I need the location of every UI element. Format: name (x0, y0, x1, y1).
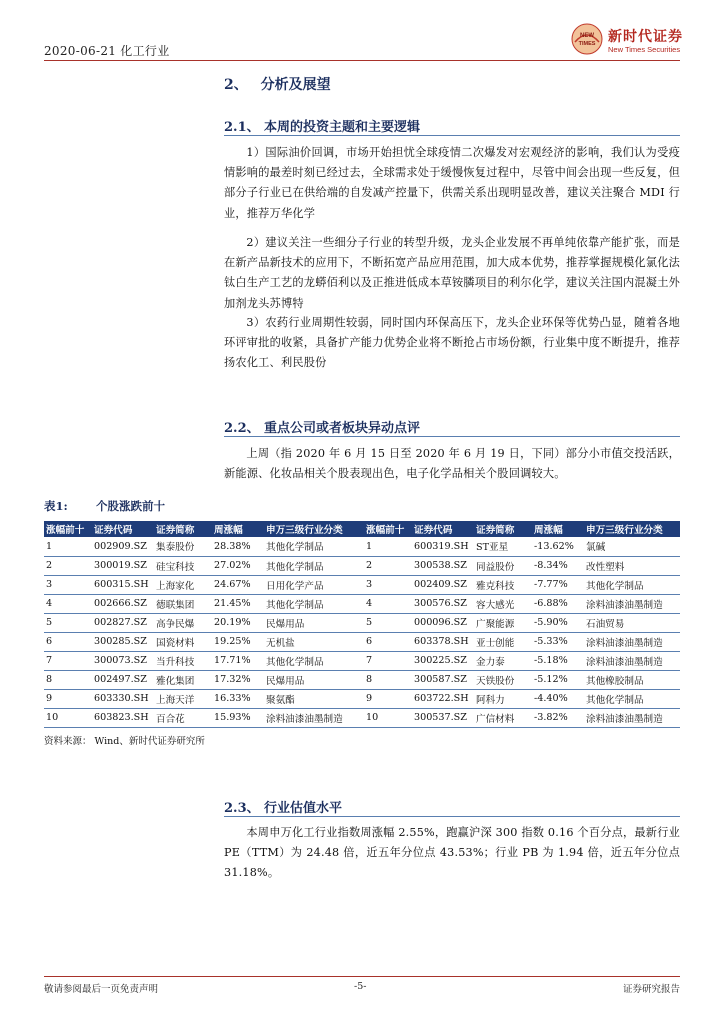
table-cell: 603378.SH (412, 632, 474, 651)
table-cell: 民爆用品 (264, 613, 364, 632)
svg-text:NEW: NEW (580, 33, 594, 39)
stock-movers-table (44, 521, 680, 728)
table-cell: 6 (364, 632, 412, 651)
logo-badge-icon (570, 22, 604, 56)
table-cell: 上海家化 (154, 575, 212, 594)
table-cell: 10 (44, 708, 92, 727)
table-cell: 603722.SH (412, 689, 474, 708)
table-cell: 300538.SZ (412, 556, 474, 575)
table-cell: 17.32% (212, 670, 264, 689)
table-cell: 600319.SH (412, 537, 474, 556)
table-cell: 9 (364, 689, 412, 708)
subsection-2-3-number: 2.3、 (224, 801, 260, 816)
table-cell: 高争民爆 (154, 613, 212, 632)
table-cell: 16.33% (212, 689, 264, 708)
table-cell: 民爆用品 (264, 670, 364, 689)
table-number: 表1: (44, 499, 68, 513)
svg-text:TIMES: TIMES (578, 41, 596, 47)
footer-disclaimer: 敬请参阅最后一页免责声明 (44, 984, 159, 995)
table-cell: ST亚星 (474, 537, 532, 556)
table-cell: 300285.SZ (92, 632, 154, 651)
table-cell: 涂料油漆油墨制造 (584, 708, 680, 727)
table-cell: 10 (364, 708, 412, 727)
subsection-2-1-underline (224, 135, 680, 136)
table-cell: 聚氨酯 (264, 689, 364, 708)
table-cell: 8 (44, 670, 92, 689)
table-cell: 其他化学制品 (584, 689, 680, 708)
table-cell: 28.38% (212, 537, 264, 556)
company-logo (570, 22, 682, 58)
subsection-2-2-heading (224, 417, 420, 436)
table-cell: 德联集团 (154, 594, 212, 613)
table-cell: 其他化学制品 (264, 537, 364, 556)
table-row (44, 708, 680, 727)
table-cell: 氯碱 (584, 537, 680, 556)
table-cell: 涂料油漆油墨制造 (584, 594, 680, 613)
table-cell: 7 (364, 651, 412, 670)
table-cell: 000096.SZ (412, 613, 474, 632)
table-cell: 19.25% (212, 632, 264, 651)
table-cell: 其他化学制品 (584, 575, 680, 594)
table-cell: 8 (364, 670, 412, 689)
col-header: 证券简称 (474, 521, 532, 537)
subsection-2-3-underline (224, 816, 680, 817)
page-number: -5- (354, 981, 367, 992)
col-header: 证券代码 (92, 521, 154, 537)
table-cell: 300019.SZ (92, 556, 154, 575)
table-cell: -5.33% (532, 632, 584, 651)
table-cell: 002827.SZ (92, 613, 154, 632)
table-cell: 2 (44, 556, 92, 575)
table-cell: -7.77% (532, 575, 584, 594)
paragraph-2-3-1: 本周申万化工行业指数周涨幅 2.55%，跑赢沪深 300 指数 0.16 个百分点，最新行业 PE（TTM）为 24.48 倍，近五年分位点 43.53%；行业 PB 为 1.94 倍，近五年分位点 31.18%。 (224, 826, 680, 880)
table-cell: 002909.SZ (92, 537, 154, 556)
table-cell: 1 (364, 537, 412, 556)
table-cell: 9 (44, 689, 92, 708)
paragraph-2-1-3: 3）农药行业周期性较弱，同时国内环保高压下，龙头企业环保等优势凸显，随着各地环评审批的收紧，具备扩产能力优势企业将不断抢占市场份额，行业集中度不断提升，推荐扬农化工、利民股份 (224, 316, 680, 370)
paragraph-2-2-1: 上周（指 2020 年 6 月 15 日至 2020 年 6 月 19 日，下同）部分小市值交投活跃，新能源、化妆品相关个股表现出色，电子化学品相关个股回调较大。 (224, 447, 680, 481)
footer-divider (44, 976, 680, 977)
table-cell: 容大感光 (474, 594, 532, 613)
table-header-row (44, 521, 680, 537)
col-header: 涨幅前十 (364, 521, 412, 537)
subsection-2-3-title: 行业估值水平 (264, 801, 343, 816)
table-row (44, 575, 680, 594)
table-cell: 同益股份 (474, 556, 532, 575)
table-cell: 雅化集团 (154, 670, 212, 689)
table-cell: -5.90% (532, 613, 584, 632)
table-cell: 百合花 (154, 708, 212, 727)
subsection-2-1-number: 2.1、 (224, 120, 260, 135)
table-cell: 15.93% (212, 708, 264, 727)
section-title: 分析及展望 (260, 77, 331, 93)
table-cell: 002666.SZ (92, 594, 154, 613)
table-cell: 4 (364, 594, 412, 613)
table-caption (44, 498, 165, 514)
table-cell: 涂料油漆油墨制造 (584, 632, 680, 651)
col-header: 证券简称 (154, 521, 212, 537)
logo-cn-name: 新时代证券 (608, 29, 683, 45)
table-cell: 300576.SZ (412, 594, 474, 613)
table-row (44, 651, 680, 670)
table-cell: 广聚能源 (474, 613, 532, 632)
table-cell: 27.02% (212, 556, 264, 575)
table-cell: 300225.SZ (412, 651, 474, 670)
table-cell: 其他化学制品 (264, 594, 364, 613)
table-cell: 5 (364, 613, 412, 632)
table-cell: -8.34% (532, 556, 584, 575)
table-cell: 天铁股份 (474, 670, 532, 689)
table-cell: 涂料油漆油墨制造 (264, 708, 364, 727)
table-cell: 上海天洋 (154, 689, 212, 708)
table-cell: 20.19% (212, 613, 264, 632)
table-cell: 300073.SZ (92, 651, 154, 670)
table-cell: 17.71% (212, 651, 264, 670)
table-cell: 2 (364, 556, 412, 575)
logo-en-name: New Times Securities (608, 45, 681, 54)
table-body (44, 537, 680, 727)
subsection-2-1-title: 本周的投资主题和主要逻辑 (264, 120, 421, 135)
subsection-2-3-heading (224, 797, 342, 816)
table-cell: 300537.SZ (412, 708, 474, 727)
table-cell: 无机盐 (264, 632, 364, 651)
section-number: 2、 (224, 77, 248, 93)
col-header: 涨幅前十 (44, 521, 92, 537)
table-row (44, 689, 680, 708)
table-cell: 600315.SH (92, 575, 154, 594)
table-row (44, 537, 680, 556)
table-cell: 阿科力 (474, 689, 532, 708)
subsection-2-2-title: 重点公司或者板块异动点评 (264, 421, 421, 436)
table-cell: -13.62% (532, 537, 584, 556)
col-header: 周涨幅 (212, 521, 264, 537)
table-cell: -5.12% (532, 670, 584, 689)
subsection-2-2-number: 2.2、 (224, 421, 260, 436)
table-row (44, 632, 680, 651)
table-cell: -4.40% (532, 689, 584, 708)
paragraph-2-1-1: 1）国际油价回调，市场开始担忧全球疫情二次爆发对宏观经济的影响，我们认为受疫情影响的最差时刻已经过去，全球需求处于缓慢恢复过程中，尽管中间会出现一些反复，但部分子行业已在供给端的自发减产控量下，供需关系出现明显改善，建议关注聚合 MDI 行业，推荐万华化学 (224, 146, 680, 220)
table-row (44, 556, 680, 575)
header-divider (44, 60, 680, 61)
paragraph-2-1-2: 2）建议关注一些细分子行业的转型升级，龙头企业发展不再单纯依靠产能扩张，而是在新产品新技术的应用下，不断拓宽产品应用范围，加大成本优势，推荐掌握规模化氯化法钛白生产工艺的龙蟒佰利以及正推进低成本草铵膦项目的利尔化学，建议关注国内混凝土外加剂龙头苏博特 (224, 236, 680, 310)
table-cell: 其他化学制品 (264, 556, 364, 575)
footer-report-type: 证券研究报告 (622, 984, 680, 995)
table-cell: 002409.SZ (412, 575, 474, 594)
table-cell: 4 (44, 594, 92, 613)
table-source-note: 资料来源： Wind、新时代证券研究所 (44, 736, 205, 747)
table-cell: 日用化学产品 (264, 575, 364, 594)
table-cell: 24.67% (212, 575, 264, 594)
table-cell: -3.82% (532, 708, 584, 727)
col-header: 证券代码 (412, 521, 474, 537)
table-cell: 5 (44, 613, 92, 632)
table-cell: 7 (44, 651, 92, 670)
section-heading (224, 74, 331, 94)
table-cell: 石油贸易 (584, 613, 680, 632)
table-cell: 其他橡胶制品 (584, 670, 680, 689)
col-header: 申万三级行业分类 (584, 521, 680, 537)
table-cell: 21.45% (212, 594, 264, 613)
table-cell: 6 (44, 632, 92, 651)
col-header: 申万三级行业分类 (264, 521, 364, 537)
table-row (44, 594, 680, 613)
table-cell: 3 (44, 575, 92, 594)
table-cell: 其他化学制品 (264, 651, 364, 670)
table-cell: 1 (44, 537, 92, 556)
table-row (44, 670, 680, 689)
table-cell: 3 (364, 575, 412, 594)
table-cell: 亚士创能 (474, 632, 532, 651)
subsection-2-1-heading (224, 116, 420, 135)
table-cell: 002497.SZ (92, 670, 154, 689)
table-cell: 硅宝科技 (154, 556, 212, 575)
table-cell: 雅克科技 (474, 575, 532, 594)
table-cell: -6.88% (532, 594, 584, 613)
table-cell: 广信材料 (474, 708, 532, 727)
table-cell: 国瓷材料 (154, 632, 212, 651)
col-header: 周涨幅 (532, 521, 584, 537)
table-title: 个股涨跌前十 (96, 499, 165, 513)
table-cell: 300587.SZ (412, 670, 474, 689)
table-cell: -5.18% (532, 651, 584, 670)
table-cell: 金力泰 (474, 651, 532, 670)
table-cell: 603330.SH (92, 689, 154, 708)
header-date-sector: 2020-06-21 化工行业 (44, 44, 170, 58)
table-cell: 集泰股份 (154, 537, 212, 556)
table-row (44, 613, 680, 632)
subsection-2-2-underline (224, 436, 680, 437)
table-cell: 603823.SH (92, 708, 154, 727)
table-cell: 涂料油漆油墨制造 (584, 651, 680, 670)
table-cell: 改性塑料 (584, 556, 680, 575)
table-cell: 当升科技 (154, 651, 212, 670)
